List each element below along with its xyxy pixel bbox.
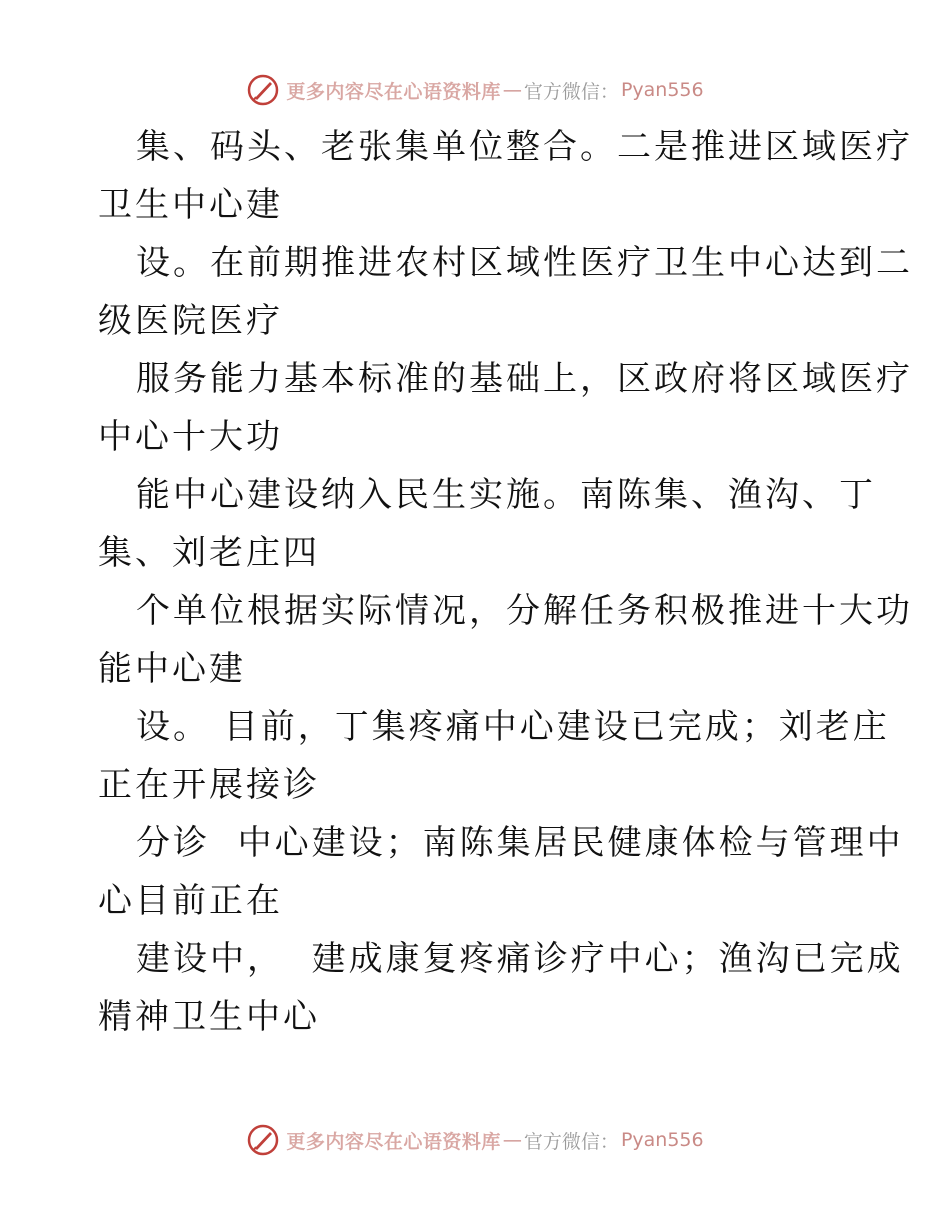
text-line: 能中心建 [98,649,246,689]
text-line: 集、码头、老张集单位整合。二是推进区域医疗 [136,127,913,167]
quill-logo-icon [246,73,280,107]
text-line: 正在开展接诊 [98,765,320,805]
text-line: 中心十大功 [98,417,283,457]
watermark-brand: 更多内容尽在心语资料库 [286,1130,501,1153]
text-line: 心目前正在 [98,881,283,921]
text-line: 精神卫生中心 [98,997,320,1037]
document-body [98,118,913,1046]
text-line: 服务能力基本标准的基础上，区政府将区域医疗 [136,359,913,399]
quill-logo-icon [246,1123,280,1157]
text-line: 设。 目前，丁集疼痛中心建设已完成；刘老庄 [136,707,890,747]
text-line: 设。在前期推进农村区域性医疗卫生中心达到二 [136,243,913,283]
watermark-brand: 更多内容尽在心语资料库 [286,80,501,103]
watermark-label: 官方微信： [523,1130,619,1153]
watermark-label: 官方微信： [523,80,619,103]
watermark-handle: Pyan556 [620,1129,704,1151]
watermark-dash: — [502,1129,522,1151]
header-watermark [0,72,950,108]
text-line: 能中心建设纳入民生实施。南陈集、渔沟、丁 [136,475,876,515]
text-line: 卫生中心建 [98,185,283,225]
text-line: 个单位根据实际情况，分解任务积极推进十大功 [136,591,913,631]
watermark-handle: Pyan556 [620,79,704,101]
text-line: 分诊 中心建设；南陈集居民健康体检与管理中 [136,823,904,863]
text-line: 集、刘老庄四 [98,533,320,573]
footer-watermark [0,1122,950,1158]
text-line: 级医院医疗 [98,301,283,341]
text-line: 建设中， 建成康复疼痛诊疗中心；渔沟已完成 [136,939,904,979]
watermark-dash: — [502,79,522,101]
